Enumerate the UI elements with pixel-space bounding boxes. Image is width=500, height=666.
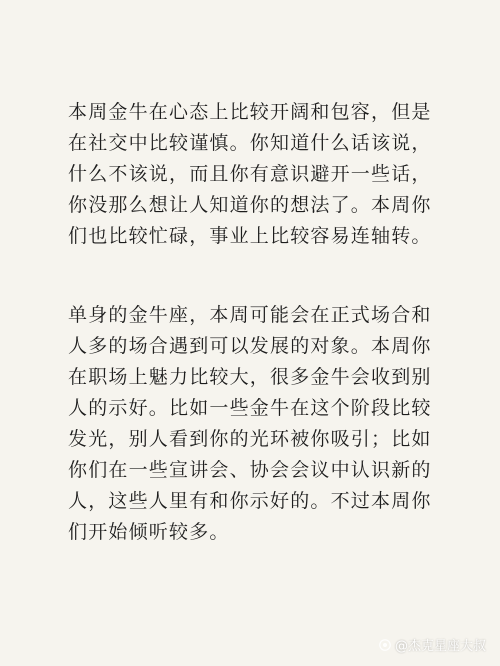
text-line: 们也比较忙碌，事业上比较容易连轴转。 xyxy=(68,225,432,247)
paragraph-2 xyxy=(68,300,448,548)
text-line: 你们在一些宣讲会、协会会议中认识新的 xyxy=(68,459,432,481)
text-line: 人的示好。比如一些金牛在这个阶段比较 xyxy=(68,397,432,419)
text-line: 人多的场合遇到可以发展的对象。本周你 xyxy=(68,335,432,357)
text-line: 你没那么想让人知道你的想法了。本周你 xyxy=(68,194,432,216)
platform-logo-icon xyxy=(379,639,391,651)
text-line: 本周金牛在心态上比较开阔和包容，但是 xyxy=(68,101,432,123)
text-line: 们开始倾听较多。 xyxy=(68,521,230,543)
text-line: 在社交中比较谨慎。你知道什么话该说， xyxy=(68,132,432,154)
text-line: 人，这些人里有和你示好的。不过本周你 xyxy=(68,490,432,512)
text-line: 单身的金牛座，本周可能会在正式场合和 xyxy=(68,304,432,326)
text-line: 什么不该说，而且你有意识避开一些话， xyxy=(68,163,432,185)
text-line: 发光，别人看到你的光环被你吸引；比如 xyxy=(68,428,432,450)
paragraph-1 xyxy=(68,97,448,252)
watermark-text: @杰克星座大叔 xyxy=(394,639,486,654)
text-line: 在职场上魅力比较大，很多金牛会收到别 xyxy=(68,366,432,388)
article-body xyxy=(68,97,448,548)
paragraph-spacer xyxy=(68,252,448,300)
watermark xyxy=(379,635,486,654)
